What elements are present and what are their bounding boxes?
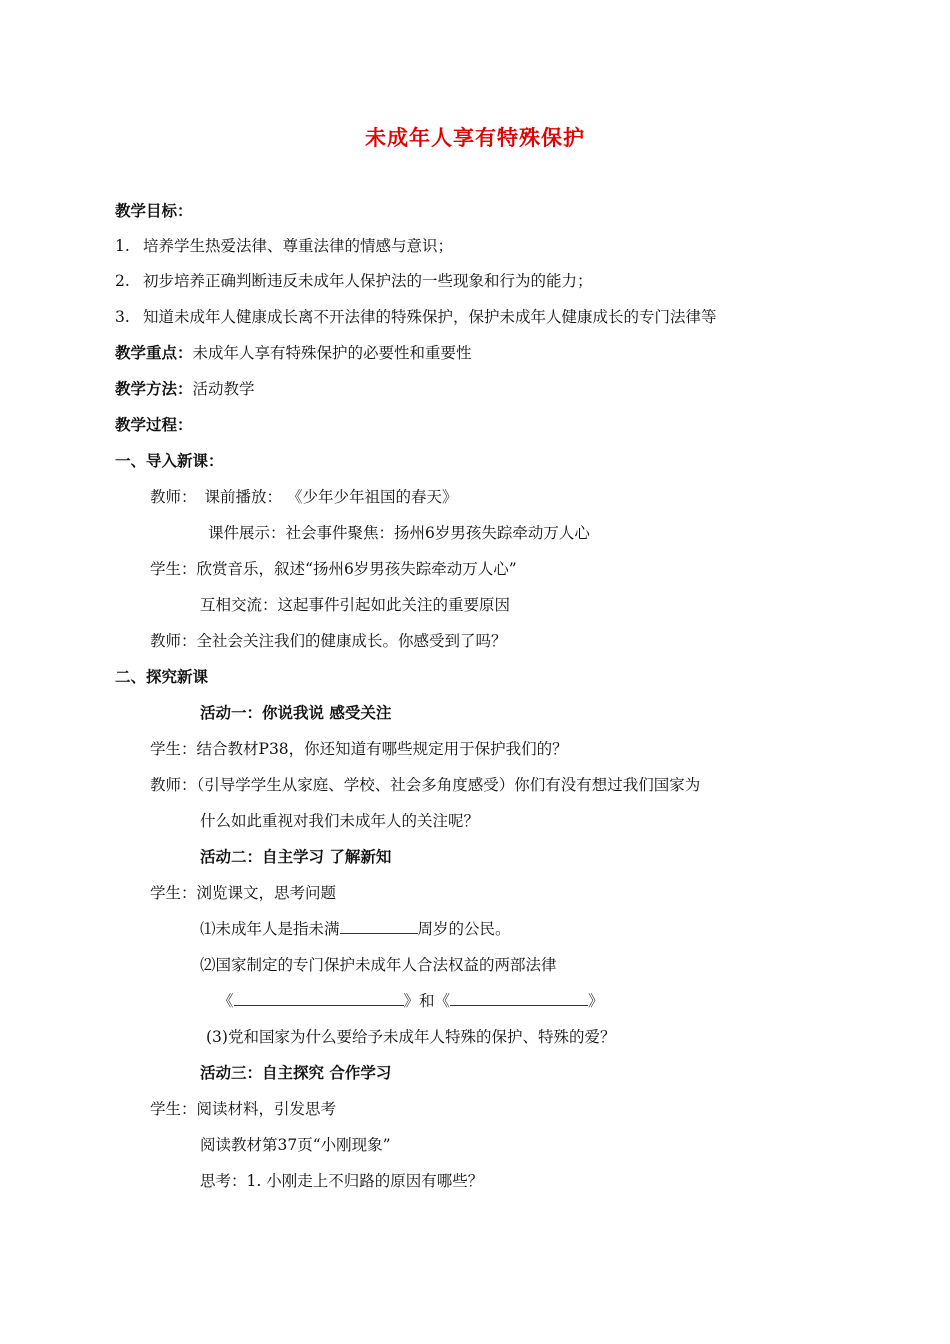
method-text: 活动教学 bbox=[192, 380, 255, 398]
objective-text: 培养学生热爱法律、尊重法律的情感与意识； bbox=[143, 237, 454, 255]
book-bracket-close: 》 bbox=[588, 992, 604, 1010]
method-label: 教学方法： bbox=[115, 380, 193, 398]
key-point bbox=[115, 342, 472, 364]
section1-teacher2 bbox=[150, 630, 507, 652]
question-1 bbox=[200, 918, 511, 940]
section2-heading: 二、探究新课 bbox=[115, 668, 209, 686]
fill-blank-law-2 bbox=[450, 990, 588, 1006]
activity3-heading: 活动三：自主探究 合作学习 bbox=[200, 1064, 392, 1082]
question-1-pre: ⑴未成年人是指未满 bbox=[200, 920, 340, 938]
book-bracket-open: 《 bbox=[218, 992, 234, 1010]
section2-teacher1-cont: 什么如此重视对我们未成年人的关注呢？ bbox=[200, 812, 480, 830]
fill-blank-age bbox=[340, 918, 418, 934]
objective-text: 知道未成年人健康成长离不开法律的特殊保护，保护未成年人健康成长的专门法律等 bbox=[143, 308, 717, 326]
objective-item bbox=[115, 235, 453, 257]
book-bracket-mid: 》和《 bbox=[403, 992, 451, 1010]
speaker-label: 教师： bbox=[150, 776, 197, 794]
objective-number: 3. bbox=[115, 308, 130, 326]
page-title: 未成年人享有特殊保护 bbox=[365, 126, 585, 150]
speaker-label: 学生： bbox=[150, 740, 197, 758]
speaker-text: 课前播放： 《少年少年祖国的春天》 bbox=[204, 488, 458, 506]
question-3: (3)党和国家为什么要给予未成年人特殊的保护、特殊的爱？ bbox=[206, 1028, 616, 1046]
objective-item bbox=[115, 306, 717, 328]
key-point-label: 教学重点： bbox=[115, 344, 193, 362]
activity1-heading: 活动一：你说我说 感受关注 bbox=[200, 704, 392, 722]
think-question: 思考：1. 小刚走上不归路的原因有哪些？ bbox=[200, 1172, 484, 1190]
fill-blank-law-1 bbox=[234, 990, 404, 1006]
speaker-label: 教师： bbox=[150, 632, 197, 650]
objective-number: 1. bbox=[115, 237, 130, 255]
reading-material: 阅读教材第37页“小刚现象” bbox=[200, 1136, 391, 1154]
section2-student1 bbox=[150, 738, 568, 760]
section2-teacher1 bbox=[150, 774, 700, 796]
activity2-heading: 活动二：自主学习 了解新知 bbox=[200, 848, 392, 866]
process-heading: 教学过程： bbox=[115, 416, 193, 434]
speaker-text: 浏览课文，思考问题 bbox=[196, 884, 337, 902]
speaker-text: 欣赏音乐，叙述“扬州6岁男孩失踪牵动万人心” bbox=[196, 560, 517, 578]
speaker-text: 结合教材P38，你还知道有哪些规定用于保护我们的？ bbox=[196, 740, 568, 758]
section2-student2 bbox=[150, 882, 336, 904]
teaching-method bbox=[115, 378, 255, 400]
question-2-blanks bbox=[218, 990, 604, 1012]
section1-heading: 一、导入新课： bbox=[115, 452, 224, 470]
speaker-label: 学生： bbox=[150, 884, 197, 902]
speaker-label: 学生： bbox=[150, 560, 197, 578]
key-point-text: 未成年人享有特殊保护的必要性和重要性 bbox=[192, 344, 472, 362]
section1-exchange: 互相交流：这起事件引起如此关注的重要原因 bbox=[200, 596, 511, 614]
question-1-post: 周岁的公民。 bbox=[417, 920, 511, 938]
section2-student3 bbox=[150, 1098, 336, 1120]
speaker-text: 阅读材料，引发思考 bbox=[196, 1100, 337, 1118]
objectives-heading: 教学目标： bbox=[115, 202, 193, 220]
section1-courseware: 课件展示：社会事件聚焦：扬州6岁男孩失踪牵动万人心 bbox=[208, 524, 590, 542]
speaker-label: 学生： bbox=[150, 1100, 197, 1118]
objective-item bbox=[115, 270, 593, 292]
section1-student1 bbox=[150, 558, 517, 580]
question-2: ⑵国家制定的专门保护未成年人合法权益的两部法律 bbox=[200, 956, 557, 974]
objective-number: 2. bbox=[115, 272, 130, 290]
section1-teacher1 bbox=[150, 486, 457, 508]
speaker-text: 全社会关注我们的健康成长。你感受到了吗？ bbox=[196, 632, 507, 650]
speaker-text: （引导学学生从家庭、学校、社会多角度感受）你们有没有想过我们国家为 bbox=[196, 776, 701, 794]
speaker-label: 教师： bbox=[150, 488, 197, 506]
objective-text: 初步培养正确判断违反未成年人保护法的一些现象和行为的能力； bbox=[143, 272, 593, 290]
